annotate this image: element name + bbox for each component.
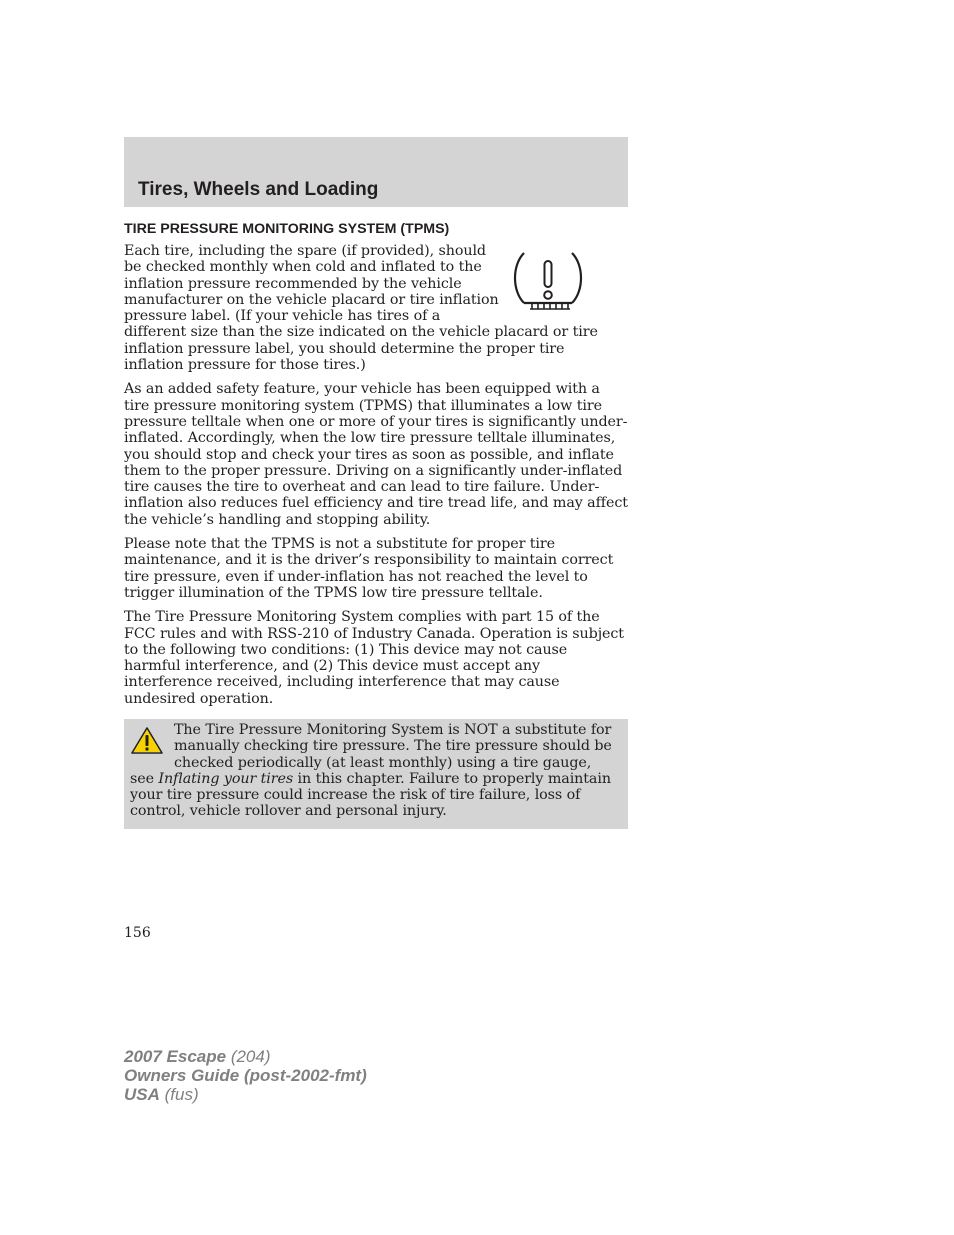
footer-line xyxy=(124,1047,367,1066)
footer-market-code: (fus) xyxy=(159,1085,199,1104)
paragraph-safety-feature: As an added safety feature, your vehicle has been equipped with a tire pressure monitoring system (TPMS) that illuminates a low tire pressure telltale when one or more of your tires is significantly under-inflated. Accordingly, when the low tire pressure telltale illuminates, you should stop and check your tires as soon as possible, and inflate them to the proper pressure. Driving on a significantly under-inflated tire causes the tire to overheat and can lead to tire failure. Under-inflation also reduces fuel efficiency and tire tread life, and may affect the vehicle’s handling and stopping ability. xyxy=(124,381,628,528)
paragraph-not-substitute: Please note that the TPMS is not a substitute for proper tire maintenance, and it is the driver’s responsibility to maintain correct tire pressure, even if under-inflation has not reached the level to trigger illumination of the TPMS low tire pressure telltale. xyxy=(124,536,614,601)
warning-text-part: The Tire Pressure Monitoring System is NOT a substitute for manually checking tire pressure. The tire pressure should be checked periodically (at least monthly) using a tire gauge, see xyxy=(130,722,612,787)
warning-text xyxy=(130,722,618,820)
chapter-header xyxy=(124,137,628,207)
paragraph-fcc-compliance: The Tire Pressure Monitoring System complies with part 15 of the FCC rules and with RSS-210 of Industry Canada. Operation is subject to the following two conditions: (1) This device may not cause harmful interference, and (2) This device must accept any interference received, including interference that may cause undesired operation. xyxy=(124,609,624,707)
warning-text-part: in this chapter. Failure to properly maintain your tire pressure could increase the risk of tire failure, loss of control, vehicle rollover and personal injury. xyxy=(130,770,611,820)
paragraph-tire-check: Each tire, including the spare (if provided), should be checked monthly when cold and inflated to the inflation pressure recommended by the vehicle manufacturer on the vehicle placard or tire inflation pressure label. (If your vehicle has tires of a different size than the size indicated on the vehicle placard or tire inflation pressure label, you should determine the proper tire inflation pressure for those tires.) xyxy=(124,243,598,374)
page-number: 156 xyxy=(124,925,151,941)
document-footer xyxy=(124,1047,367,1104)
footer-line xyxy=(124,1066,367,1085)
warning-triangle-icon xyxy=(130,726,164,756)
footer-model-code: (204) xyxy=(226,1047,271,1066)
footer-guide: Owners Guide (post-2002-fmt) xyxy=(124,1066,367,1085)
footer-market: USA xyxy=(124,1085,160,1104)
footer-line xyxy=(124,1085,367,1104)
body-content xyxy=(124,243,628,715)
warning-reference-italic: Inflating your tires xyxy=(158,770,294,787)
footer-model: 2007 Escape xyxy=(124,1047,227,1066)
section-heading: TIRE PRESSURE MONITORING SYSTEM (TPMS) xyxy=(124,221,450,237)
chapter-title: Tires, Wheels and Loading xyxy=(138,179,379,200)
warning-box xyxy=(124,719,628,829)
tpms-low-pressure-icon xyxy=(508,247,588,313)
